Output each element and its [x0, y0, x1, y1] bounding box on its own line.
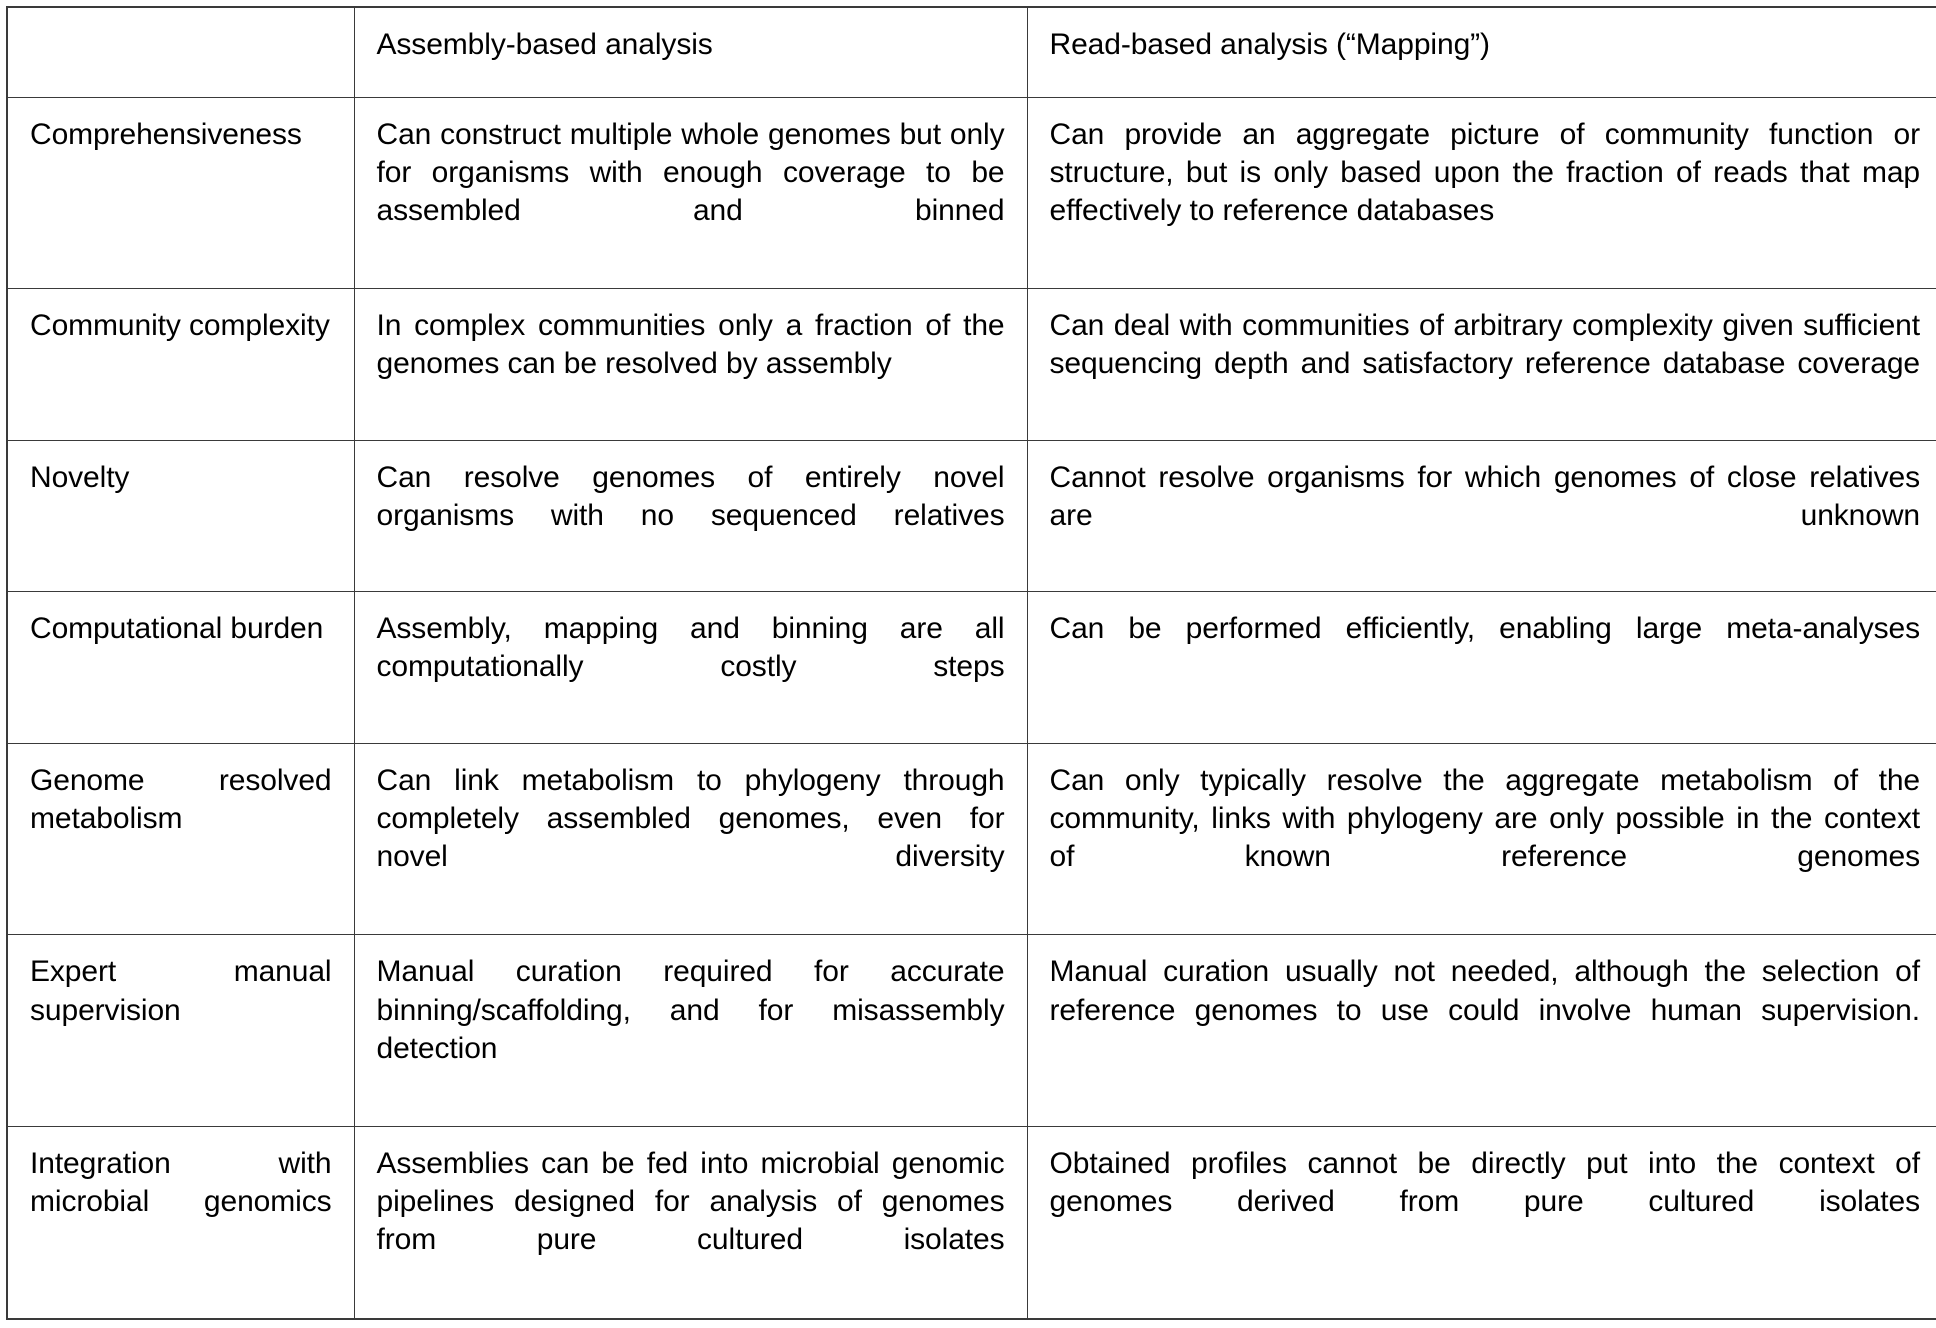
- cell-assembly-integration-with-microbial-genomics: Assemblies can be fed into microbial genomic pipelines designed for analysis of genomes from pure cultured isolates: [354, 1127, 1027, 1319]
- assembly-vs-read-comparison-table: [6, 6, 1936, 1320]
- row-criterion-integration-with-microbial-genomics: [7, 1127, 354, 1319]
- cell-assembly-comprehensiveness: Can construct multiple whole genomes but only for organisms with enough coverage to be assembled and binned: [354, 97, 1027, 289]
- cell-assembly-community-complexity: In complex communities only a fraction of the genomes can be resolved by assembly: [354, 289, 1027, 440]
- table-row: [7, 97, 1936, 289]
- cell-read-comprehensiveness: Can provide an aggregate picture of community function or structure, but is only based upon the fraction of reads that map effectively to reference databases: [1027, 97, 1936, 289]
- table-row: [7, 743, 1936, 935]
- row-criterion-computational-burden: Computational burden: [7, 592, 354, 743]
- cell-assembly-genome-resolved-metabolism: Can link metabolism to phylogeny through completely assembled genomes, even for novel diversity: [354, 743, 1027, 935]
- row-criterion-comprehensiveness: Comprehensiveness: [7, 97, 354, 289]
- table-body: [7, 97, 1936, 1319]
- row-criterion-integration-with-microbial-genomics-text: Integration with microbial genomics: [30, 1147, 332, 1219]
- cell-read-genome-resolved-metabolism: Can only typically resolve the aggregate metabolism of the community, links with phylogeny are only possible in the context of known reference genomes: [1027, 743, 1936, 935]
- table-row: [7, 935, 1936, 1127]
- table-row: [7, 592, 1936, 743]
- row-criterion-community-complexity: Community complexity: [7, 289, 354, 440]
- table-header: [7, 7, 1936, 97]
- row-criterion-expert-manual-supervision: [7, 935, 354, 1127]
- cell-assembly-novelty: Can resolve genomes of entirely novel organisms with no sequenced relatives: [354, 440, 1027, 591]
- row-criterion-expert-manual-supervision-text: Expert manual supervision: [30, 955, 332, 1027]
- column-header-assembly-based-analysis: Assembly-based analysis: [354, 7, 1027, 97]
- row-criterion-novelty: Novelty: [7, 440, 354, 591]
- cell-read-novelty: Cannot resolve organisms for which genomes of close relatives are unknown: [1027, 440, 1936, 591]
- cell-assembly-expert-manual-supervision: Manual curation required for accurate binning/scaffolding, and for misassembly detection: [354, 935, 1027, 1127]
- column-header-read-based-analysis: Read-based analysis (“Mapping”): [1027, 7, 1936, 97]
- table-header-row: [7, 7, 1936, 97]
- cell-read-computational-burden: Can be performed efficiently, enabling large meta-analyses: [1027, 592, 1936, 743]
- table-row: [7, 1127, 1936, 1319]
- table-row: [7, 289, 1936, 440]
- cell-read-community-complexity: Can deal with communities of arbitrary complexity given sufficient sequencing depth and satisfactory reference database coverage: [1027, 289, 1936, 440]
- row-criterion-genome-resolved-metabolism-text: Genome resolved metabolism: [30, 763, 332, 835]
- cell-assembly-computational-burden: Assembly, mapping and binning are all computationally costly steps: [354, 592, 1027, 743]
- column-header-criterion: [7, 7, 354, 97]
- cell-read-integration-with-microbial-genomics: Obtained profiles cannot be directly put into the context of genomes derived from pure cultured isolates: [1027, 1127, 1936, 1319]
- table-row: [7, 440, 1936, 591]
- row-criterion-genome-resolved-metabolism: [7, 743, 354, 935]
- cell-read-expert-manual-supervision: Manual curation usually not needed, although the selection of reference genomes to use could involve human supervision.: [1027, 935, 1936, 1127]
